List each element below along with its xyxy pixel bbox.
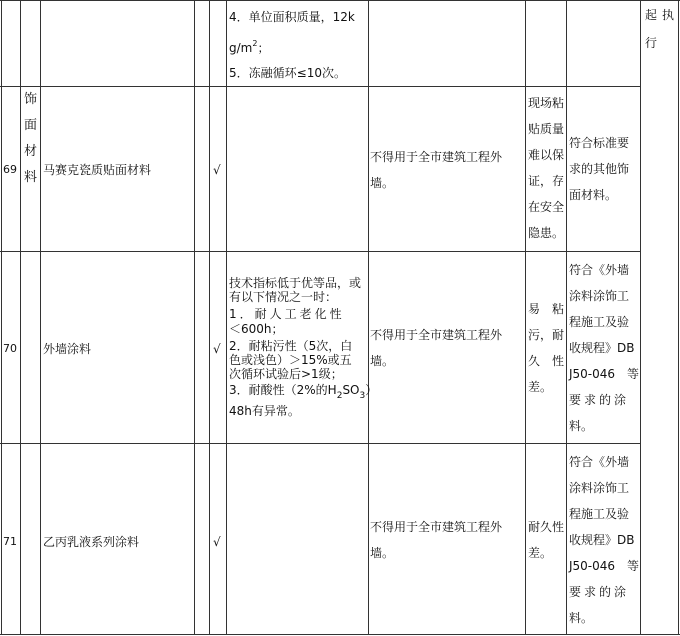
req-text-part: g/m <box>229 41 253 55</box>
reason-text: 证，存 <box>528 174 565 188</box>
alt-text: J50-046 等 <box>569 559 640 573</box>
req-text-sub: 2 <box>336 391 343 401</box>
category-char: 饰 <box>24 92 38 107</box>
col-line-10 <box>678 0 679 635</box>
alt-text: 要求的涂 <box>569 585 630 599</box>
border-bottom <box>0 634 680 635</box>
req-text: 4．单位面积质量，12k <box>229 10 355 24</box>
alt-text: 符合《外墙 <box>569 455 630 469</box>
req-text <box>229 36 269 56</box>
alt-text: 料。 <box>569 419 594 433</box>
scope-text: 墙。 <box>370 354 395 368</box>
col-line-9 <box>640 0 641 635</box>
reason-text: 耐久性 <box>528 520 565 534</box>
alt-text: 求的其他饰 <box>569 162 630 176</box>
scope-text: 不得用于全市建筑工程外 <box>370 520 503 534</box>
col-line-4 <box>209 0 210 635</box>
req-text-part: ） <box>365 383 378 397</box>
alt-text: 料。 <box>569 611 594 625</box>
row-divider-3 <box>0 443 640 444</box>
alt-text: 涂料涂饰工 <box>569 289 630 303</box>
req-text-part: SO <box>342 383 360 397</box>
alt-text: 收规程》DB <box>569 341 635 355</box>
check-mark: √ <box>213 342 221 356</box>
col-line-3 <box>194 0 195 635</box>
col-line-2 <box>40 0 41 635</box>
alt-text: 收规程》DB <box>569 533 635 547</box>
exec-char: 起 <box>645 8 658 22</box>
row-divider-1 <box>0 86 640 87</box>
reason-text: 久 性 <box>528 354 565 368</box>
category-char: 面 <box>24 118 38 133</box>
exec-char: 执 <box>662 8 675 22</box>
alt-text: 程施工及验 <box>569 507 630 521</box>
row-number: 69 <box>3 163 17 176</box>
alt-text: 符合《外墙 <box>569 263 630 277</box>
check-mark: √ <box>213 163 221 177</box>
scope-text: 墙。 <box>370 546 395 560</box>
req-text: 有以下情况之一时： <box>229 290 338 304</box>
exec-char: 行 <box>645 36 658 50</box>
req-text-part: ； <box>257 41 270 55</box>
reason-text: 易 粘 <box>528 302 565 316</box>
alt-text: 程施工及验 <box>569 315 630 329</box>
reason-text: 隐患。 <box>528 226 565 240</box>
item-name: 乙丙乳液系列涂料 <box>43 535 140 549</box>
row-number: 70 <box>3 342 17 355</box>
border-top <box>0 0 680 1</box>
row-number: 71 <box>3 535 17 548</box>
reason-text: 在安全 <box>528 200 565 214</box>
check-mark: √ <box>213 535 221 549</box>
reason-text: 难以保 <box>528 148 565 162</box>
req-text <box>229 383 377 403</box>
req-text: 5．冻融循环≤10次。 <box>229 66 346 80</box>
col-line-6 <box>368 0 369 635</box>
col-line-1 <box>20 0 21 635</box>
alt-text: 涂料涂饰工 <box>569 481 630 495</box>
reason-text: 贴质量 <box>528 122 565 136</box>
category-char: 料 <box>24 170 38 185</box>
col-line-0 <box>1 0 2 635</box>
col-line-5 <box>226 0 227 635</box>
item-name: 马赛克瓷质贴面材料 <box>43 163 152 177</box>
req-text-part: 3．耐酸性（2%的H <box>229 383 337 397</box>
req-text: 2．耐粘污性（5次，白 <box>229 339 353 353</box>
reason-text: 差。 <box>528 380 553 394</box>
req-text: ＜600h； <box>229 322 284 336</box>
reason-text: 污，耐 <box>528 328 565 342</box>
alt-text: 要求的涂 <box>569 393 630 407</box>
req-text-sub: 3 <box>359 391 366 401</box>
scope-text: 不得用于全市建筑工程外 <box>370 150 503 164</box>
category-char: 材 <box>24 144 38 159</box>
item-name: 外墙涂料 <box>43 342 92 356</box>
col-line-7 <box>525 0 526 635</box>
alt-text: 符合标准要 <box>569 136 630 150</box>
scope-text: 不得用于全市建筑工程外 <box>370 328 503 342</box>
reason-text: 差。 <box>528 546 553 560</box>
req-text: 技术指标低于优等品，或 <box>229 276 362 290</box>
reason-text: 现场粘 <box>528 96 565 110</box>
req-text-sup: 2 <box>252 39 258 48</box>
row-divider-2 <box>0 251 640 252</box>
alt-text: 面材料。 <box>569 188 618 202</box>
req-text: 48h有异常。 <box>229 404 300 418</box>
req-text: 次循环试验后>1级； <box>229 367 343 381</box>
alt-text: J50-046 等 <box>569 367 640 381</box>
col-line-8 <box>566 0 567 635</box>
req-text: 1．耐人工老化性 <box>229 307 345 321</box>
scope-text: 墙。 <box>370 176 395 190</box>
req-text: 色或浅色）＞15%或五 <box>229 353 352 367</box>
